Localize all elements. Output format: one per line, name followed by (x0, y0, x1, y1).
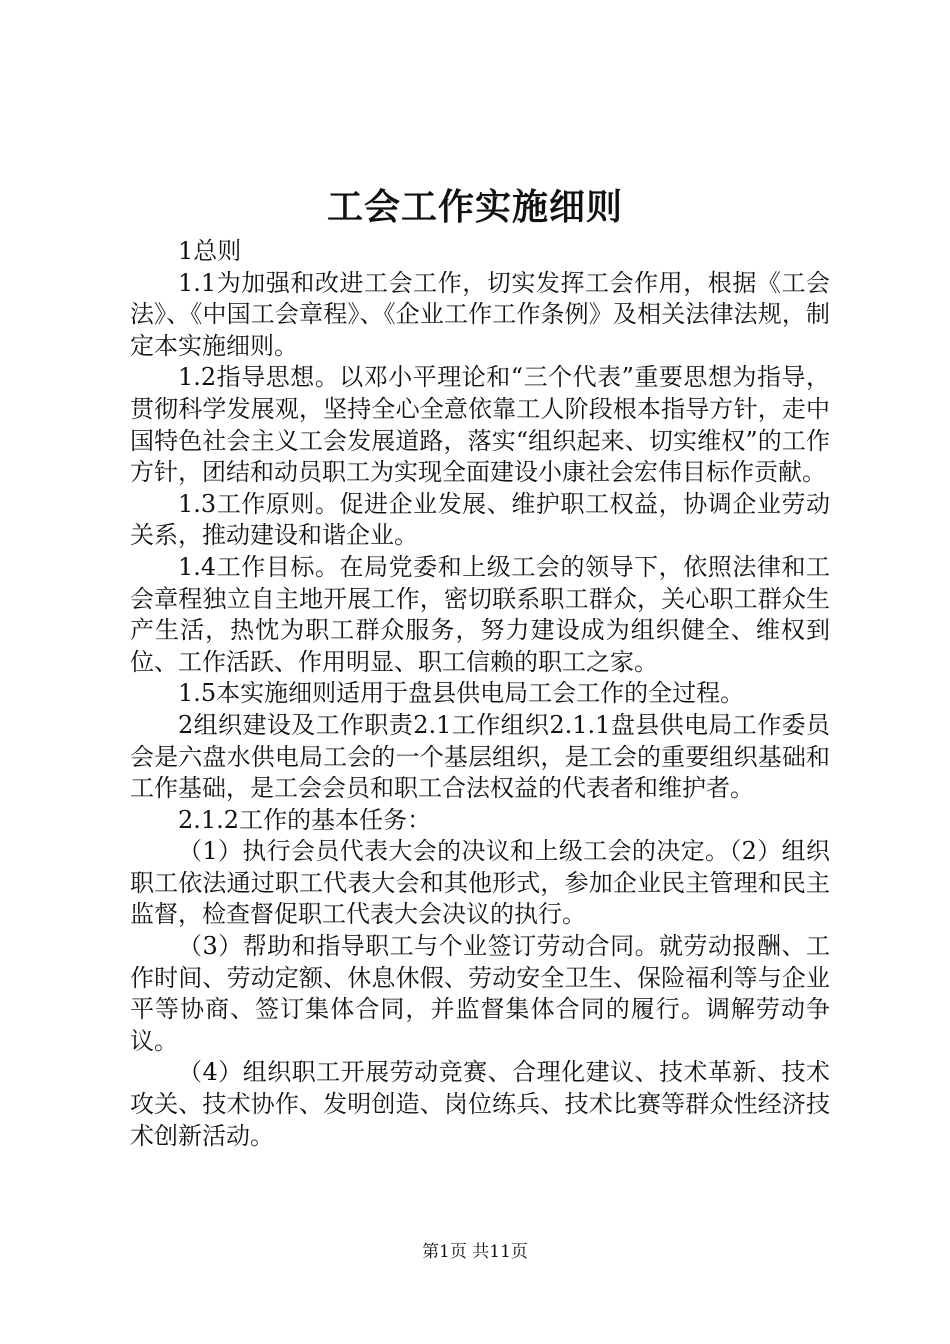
paragraph-2-1-2: 2.1.2工作的基本任务： (178, 805, 432, 834)
paragraph-1-5: 1.5本实施细则适用于盘县供电局工会工作的全过程。 (178, 679, 745, 708)
paragraph-1-1: 1.1为加强和改进工会工作，切实发挥工会作用，根据《工会法》、《中国工会章程》、《企业工作工作条例》及相关法律法规，制定本实施细则。 (130, 268, 830, 360)
paragraph-1-2: 1.2指导思想。以邓小平理论和“三个代表”重要思想为指导，贯彻科学发展观，坚持全心全意依靠工人阶段根本指导方针，走中国特色社会主义工会发展道路，落实“组织起来、切实维权”的工作方针，团结和动员职工为实现全面建设小康社会宏伟目标作贡献。 (130, 363, 830, 487)
paragraph-1-4: 1.4工作目标。在局党委和上级工会的领导下，依照法律和工会章程独立自主地开展工作，密切联系职工群众，关心职工群众生产生活，热忱为职工群众服务，努力建设成为组织健全、维权到位、工作活跃、作用明显、职工信赖的职工之家。 (130, 552, 830, 676)
paragraph-section-2: 2组织建设及工作职责2.1工作组织2.1.1盘县供电局工作委员会是六盘水供电局工会的一个基层组织，是工会的重要组织基础和工作基础，是工会会员和职工合法权益的代表者和维护者。 (130, 710, 830, 803)
paragraph-section-1: 1总则 (178, 237, 242, 265)
page-number-footer: 第1页 共11页 (422, 1242, 528, 1262)
paragraph-task-1-2: （1）执行会员代表大会的决议和上级工会的决定。（2）组织职工依法通过职工代表大会和其他形式，参加企业民主管理和民主监督，检查督促职工代表大会决议的执行。 (130, 837, 830, 929)
paragraph-task-4: （4）组织职工开展劳动竞赛、合理化建议、技术革新、技术攻关、技术协作、发明创造、岗位练兵、技术比赛等群众性经济技术创新活动。 (130, 1058, 830, 1150)
document-body (130, 236, 830, 1152)
paragraph-task-3: （3）帮助和指导职工与个业签订劳动合同。就劳动报酬、工作时间、劳动定额、休息休假、劳动安全卫生、保险福利等与企业平等协商、签订集体合同，并监督集体合同的履行。调解劳动争议。 (130, 932, 830, 1055)
paragraph-1-3: 1.3工作原则。促进企业发展、维护职工权益，协调企业劳动关系，推动建设和谐企业。 (130, 489, 830, 550)
document-title: 工会工作实施细则 (326, 186, 623, 228)
